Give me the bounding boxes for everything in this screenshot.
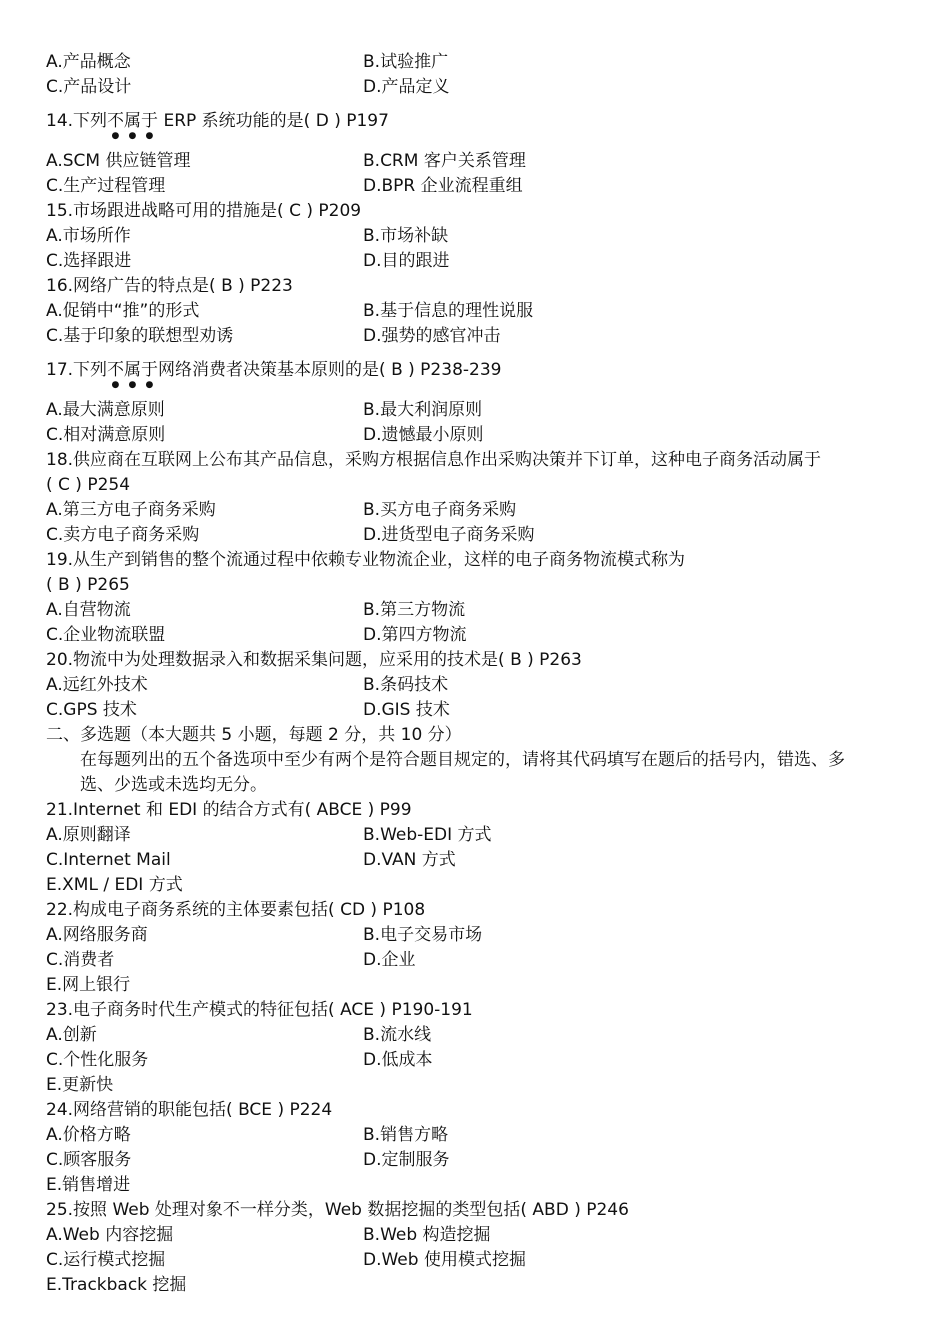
q15-stem: 15.市场跟进战略可用的措施是( C ) P209 <box>46 201 362 221</box>
q25-option-a: A.Web 内容挖掘 <box>46 1225 174 1245</box>
q13-option-d: D.产品定义 <box>363 77 450 97</box>
q14-options-row-1 <box>46 149 916 174</box>
q18-option-d: D.进货型电子商务采购 <box>363 525 535 545</box>
q14-option-b: B.CRM 客户关系管理 <box>363 151 526 171</box>
q18-options-row-2 <box>46 523 916 548</box>
q22-option-a: A.网络服务商 <box>46 925 148 945</box>
q19-option-a: A.自营物流 <box>46 600 131 620</box>
q22-option-d: D.企业 <box>363 950 416 970</box>
q23-options-row-2 <box>46 1048 916 1073</box>
q16-options-row-2 <box>46 324 916 349</box>
q24-option-b: B.销售方略 <box>363 1125 449 1145</box>
q24-options-row-2 <box>46 1148 916 1173</box>
q19-stem-line-1: 19.从生产到销售的整个流通过程中依赖专业物流企业，这样的电子商务物流模式称为 <box>46 550 686 570</box>
q17-stem-post: 网络消费者决策基本原则的是( B ) P238-239 <box>158 360 502 380</box>
section-2-instruction-line-1: 在每题列出的五个备选项中至少有两个是符合题目规定的，请将其代码填写在题后的括号内，错选、多 <box>80 750 845 770</box>
q20-option-c: C.GPS 技术 <box>46 700 137 720</box>
q24-option-e: E.销售增进 <box>46 1175 131 1195</box>
q21-option-a: A.原则翻译 <box>46 825 131 845</box>
q17-stem-pre: 17.下列 <box>46 360 108 380</box>
q14-stem-emphasis: 不属于 <box>107 111 159 131</box>
q23-options-row-1 <box>46 1023 916 1048</box>
q15-options-row-1 <box>46 224 916 249</box>
q18-stem-line-2: ( C ) P254 <box>46 475 131 495</box>
q16-option-c: C.基于印象的联想型劝诱 <box>46 326 234 346</box>
q16-option-b: B.基于信息的理性说服 <box>363 301 534 321</box>
q18-option-c: C.卖方电子商务采购 <box>46 525 200 545</box>
q19-option-c: C.企业物流联盟 <box>46 625 166 645</box>
q19-stem-line-2: ( B ) P265 <box>46 575 130 595</box>
q18-stem-line-1: 18.供应商在互联网上公布其产品信息，采购方根据信息作出采购决策并下订单，这种电子商务活动属于 <box>46 450 822 470</box>
exam-page <box>46 50 916 1298</box>
q24-option-a: A.价格方略 <box>46 1125 131 1145</box>
q14-option-d: D.BPR 企业流程重组 <box>363 176 523 196</box>
q24-stem: 24.网络营销的职能包括( BCE ) P224 <box>46 1100 333 1120</box>
q21-stem: 21.Internet 和 EDI 的结合方式有( ABCE ) P99 <box>46 800 412 820</box>
q24-option-c: C.顾客服务 <box>46 1150 132 1170</box>
q24-option-d: D.定制服务 <box>363 1150 450 1170</box>
q25-option-c: C.运行模式挖掘 <box>46 1250 166 1270</box>
q25-options-row-1 <box>46 1223 916 1248</box>
q22-options-row-2 <box>46 948 916 973</box>
q25-option-e: E.Trackback 挖掘 <box>46 1275 187 1295</box>
q17-option-b: B.最大利润原则 <box>363 400 483 420</box>
q20-stem: 20.物流中为处理数据录入和数据采集问题，应采用的技术是( B ) P263 <box>46 650 582 670</box>
q13-options-row-1 <box>46 50 916 75</box>
q17-option-c: C.相对满意原则 <box>46 425 166 445</box>
q23-option-c: C.个性化服务 <box>46 1050 149 1070</box>
q18-option-b: B.买方电子商务采购 <box>363 500 517 520</box>
q25-option-b: B.Web 构造挖掘 <box>363 1225 491 1245</box>
q13-option-a: A.产品概念 <box>46 52 131 72</box>
q14-option-a: A.SCM 供应链管理 <box>46 151 191 171</box>
q21-options-row-2 <box>46 848 916 873</box>
q16-option-d: D.强势的感官冲击 <box>363 326 501 346</box>
q22-options-row-1 <box>46 923 916 948</box>
q22-option-b: B.电子交易市场 <box>363 925 483 945</box>
q14-stem <box>46 109 916 149</box>
q20-option-b: B.条码技术 <box>363 675 449 695</box>
q21-option-c: C.Internet Mail <box>46 850 171 870</box>
q14-stem-pre: 14.下列 <box>46 111 108 131</box>
q19-option-d: D.第四方物流 <box>363 625 467 645</box>
q23-stem: 23.电子商务时代生产模式的特征包括( ACE ) P190-191 <box>46 1000 473 1020</box>
q22-option-e: E.网上银行 <box>46 975 131 995</box>
q23-option-b: B.流水线 <box>363 1025 432 1045</box>
q19-options-row-2 <box>46 623 916 648</box>
q21-option-d: D.VAN 方式 <box>363 850 456 870</box>
section-2-instruction-line-2: 选、少选或未选均无分。 <box>80 775 267 795</box>
q14-options-row-2 <box>46 174 916 199</box>
q16-stem: 16.网络广告的特点是( B ) P223 <box>46 276 293 296</box>
q14-stem-post: ERP 系统功能的是( D ) P197 <box>158 111 389 131</box>
q22-stem: 22.构成电子商务系统的主体要素包括( CD ) P108 <box>46 900 426 920</box>
q17-options-row-2 <box>46 423 916 448</box>
q25-stem: 25.按照 Web 处理对象不一样分类，Web 数据挖掘的类型包括( ABD ) P246 <box>46 1200 629 1220</box>
q18-options-row-1 <box>46 498 916 523</box>
q23-option-d: D.低成本 <box>363 1050 433 1070</box>
q21-option-e: E.XML / EDI 方式 <box>46 875 183 895</box>
q18-option-a: A.第三方电子商务采购 <box>46 500 216 520</box>
q17-stem <box>46 358 916 398</box>
q17-stem-emphasis: 不属于 <box>107 360 159 380</box>
q25-option-d: D.Web 使用模式挖掘 <box>363 1250 526 1270</box>
q22-option-c: C.消费者 <box>46 950 115 970</box>
q20-option-d: D.GIS 技术 <box>363 700 450 720</box>
q13-option-c: C.产品设计 <box>46 77 132 97</box>
q15-option-b: B.市场补缺 <box>363 226 449 246</box>
q24-options-row-1 <box>46 1123 916 1148</box>
q21-options-row-1 <box>46 823 916 848</box>
q14-option-c: C.生产过程管理 <box>46 176 166 196</box>
q17-options-row-1 <box>46 398 916 423</box>
q20-options-row-2 <box>46 698 916 723</box>
q19-option-b: B.第三方物流 <box>363 600 466 620</box>
q13-options-row-2 <box>46 75 916 100</box>
q17-option-d: D.遗憾最小原则 <box>363 425 484 445</box>
q23-option-a: A.创新 <box>46 1025 97 1045</box>
q20-option-a: A.远红外技术 <box>46 675 148 695</box>
q16-option-a: A.促销中“推”的形式 <box>46 301 200 321</box>
q17-option-a: A.最大满意原则 <box>46 400 165 420</box>
q21-option-b: B.Web-EDI 方式 <box>363 825 492 845</box>
q15-option-c: C.选择跟进 <box>46 251 132 271</box>
q19-options-row-1 <box>46 598 916 623</box>
q23-option-e: E.更新快 <box>46 1075 114 1095</box>
q20-options-row-1 <box>46 673 916 698</box>
q25-options-row-2 <box>46 1248 916 1273</box>
q16-options-row-1 <box>46 299 916 324</box>
section-2-heading: 二、多选题（本大题共 5 小题，每题 2 分，共 10 分） <box>46 725 462 745</box>
q15-option-a: A.市场所作 <box>46 226 131 246</box>
q15-options-row-2 <box>46 249 916 274</box>
q13-option-b: B.试验推广 <box>363 52 449 72</box>
q15-option-d: D.目的跟进 <box>363 251 450 271</box>
